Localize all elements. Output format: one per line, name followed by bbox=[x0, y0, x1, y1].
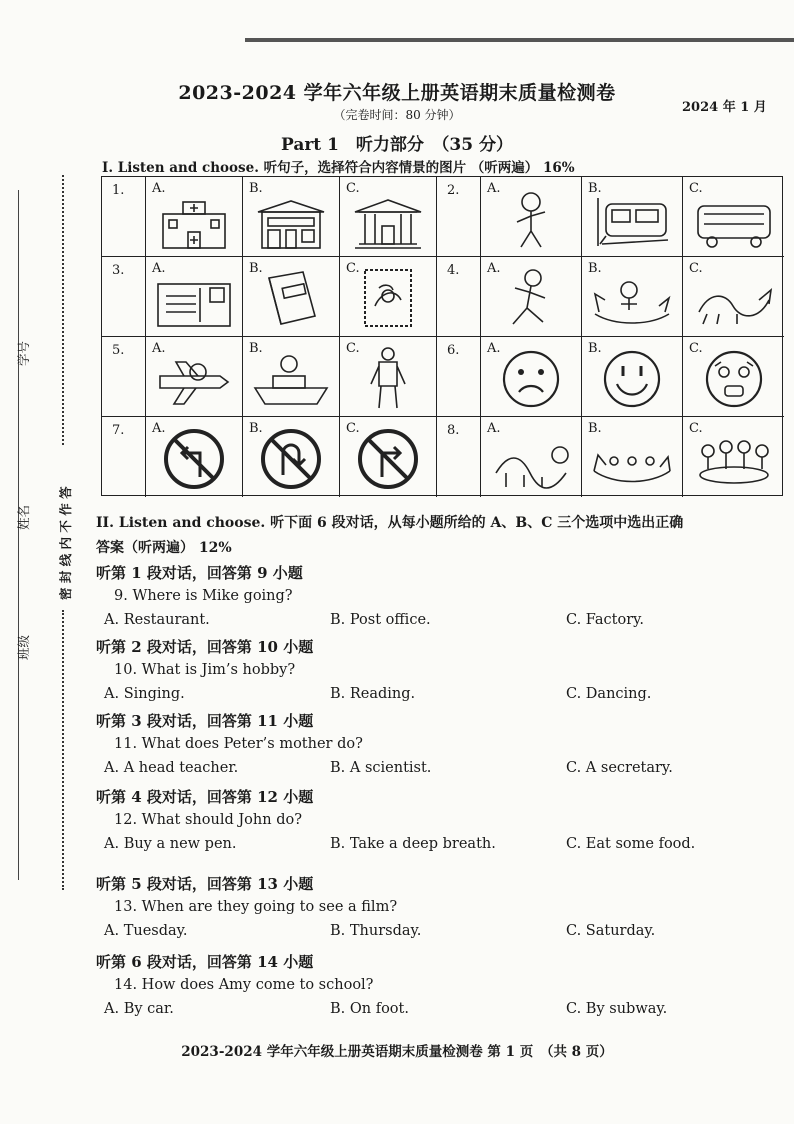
picture-option[interactable] bbox=[582, 177, 683, 257]
student-no-label: 学号 bbox=[16, 340, 31, 366]
seal-dotted-line bbox=[62, 175, 64, 445]
option-letter: A. bbox=[152, 341, 166, 356]
picture-option[interactable] bbox=[683, 337, 784, 417]
picture-option[interactable] bbox=[582, 257, 683, 337]
seal-warning: 密 封 线 内 不 作 答 bbox=[58, 486, 73, 600]
picture-option[interactable] bbox=[340, 257, 437, 337]
option-letter: B. bbox=[588, 341, 602, 356]
option-letter: C. bbox=[346, 181, 360, 196]
section2-heading-line1: II. Listen and choose. 听下面 6 段对话，从每小题所给的 A、B、C 三个选项中选出正确 bbox=[96, 515, 684, 531]
answer-option-c[interactable]: C. Dancing. bbox=[566, 686, 652, 702]
option-letter: B. bbox=[588, 261, 602, 276]
section1-heading: I. Listen and choose. 听句子，选择符合内容情景的图片 （听两遍） 16% bbox=[102, 160, 575, 176]
page-footer: 2023-2024 学年六年级上册英语期末质量检测卷 第 1 页 （共 8 页） bbox=[181, 1044, 613, 1060]
picture-option[interactable] bbox=[683, 417, 784, 497]
question-number-cell bbox=[437, 257, 481, 337]
picture-option[interactable] bbox=[481, 417, 582, 497]
scan-edge bbox=[245, 38, 794, 42]
option-letter: A. bbox=[487, 341, 501, 356]
picture-option[interactable] bbox=[243, 337, 340, 417]
answer-option-b[interactable]: B. Post office. bbox=[330, 612, 431, 628]
picture-option[interactable] bbox=[683, 257, 784, 337]
question-text: 10. What is Jim’s hobby? bbox=[114, 662, 296, 678]
answer-option-a[interactable]: A. Restaurant. bbox=[104, 612, 210, 628]
picture-option[interactable] bbox=[146, 257, 243, 337]
answer-option-c[interactable]: C. Eat some food. bbox=[566, 836, 696, 852]
picture-option[interactable] bbox=[340, 417, 437, 497]
picture-option[interactable] bbox=[481, 177, 582, 257]
picture-option[interactable] bbox=[582, 337, 683, 417]
section2-heading-line2: 答案（听两遍） 12% bbox=[96, 540, 232, 556]
answer-option-b[interactable]: B. Take a deep breath. bbox=[330, 836, 496, 852]
picture-option[interactable] bbox=[340, 177, 437, 257]
answer-option-b[interactable]: B. On foot. bbox=[330, 1001, 409, 1017]
question-number: 3. bbox=[112, 263, 125, 278]
dialogue-intro: 听第 1 段对话，回答第 9 小题 bbox=[96, 564, 303, 582]
class-label: 班级 bbox=[16, 634, 31, 660]
answer-option-a[interactable]: A. Buy a new pen. bbox=[104, 836, 237, 852]
option-letter: C. bbox=[346, 421, 360, 436]
dialogue-intro: 听第 4 段对话，回答第 12 小题 bbox=[96, 788, 314, 806]
option-letter: A. bbox=[487, 261, 501, 276]
question-text: 9. Where is Mike going? bbox=[114, 588, 293, 604]
name-label: 姓名 bbox=[16, 504, 31, 530]
option-letter: B. bbox=[588, 421, 602, 436]
answer-option-c[interactable]: C. Saturday. bbox=[566, 923, 656, 939]
option-letter: C. bbox=[689, 341, 703, 356]
dialogue-intro: 听第 2 段对话，回答第 10 小题 bbox=[96, 638, 314, 656]
option-letter: C. bbox=[689, 421, 703, 436]
picture-choice-grid bbox=[101, 176, 783, 496]
option-letter: A. bbox=[152, 181, 166, 196]
question-text: 12. What should John do? bbox=[114, 812, 302, 828]
part-title: Part 1 听力部分 （35 分） bbox=[281, 135, 513, 155]
option-letter: A. bbox=[152, 421, 166, 436]
answer-option-a[interactable]: A. Tuesday. bbox=[104, 923, 188, 939]
option-letter: B. bbox=[249, 421, 263, 436]
picture-option[interactable] bbox=[146, 417, 243, 497]
question-number-cell bbox=[437, 417, 481, 497]
question-number: 1. bbox=[112, 183, 125, 198]
dialogue-intro: 听第 3 段对话，回答第 11 小题 bbox=[96, 712, 314, 730]
question-number: 7. bbox=[112, 423, 125, 438]
question-text: 13. When are they going to see a film? bbox=[114, 899, 398, 915]
picture-option[interactable] bbox=[243, 417, 340, 497]
option-letter: C. bbox=[346, 341, 360, 356]
option-letter: B. bbox=[588, 181, 602, 196]
exam-date: 2024 年 1 月 bbox=[682, 100, 767, 115]
option-letter: C. bbox=[689, 261, 703, 276]
question-number-cell bbox=[102, 417, 146, 497]
answer-option-c[interactable]: C. By subway. bbox=[566, 1001, 668, 1017]
exam-title: 2023-2024 学年六年级上册英语期末质量检测卷 bbox=[178, 82, 616, 104]
exam-duration: （完卷时间：80 分钟） bbox=[333, 108, 461, 122]
question-number: 6. bbox=[447, 343, 460, 358]
seal-dotted-line-lower bbox=[62, 610, 64, 890]
picture-option[interactable] bbox=[582, 417, 683, 497]
question-number-cell bbox=[437, 337, 481, 417]
answer-option-a[interactable]: A. Singing. bbox=[104, 686, 185, 702]
picture-option[interactable] bbox=[243, 257, 340, 337]
picture-option[interactable] bbox=[243, 177, 340, 257]
picture-option[interactable] bbox=[683, 177, 784, 257]
answer-option-b[interactable]: B. A scientist. bbox=[330, 760, 432, 776]
option-letter: B. bbox=[249, 261, 263, 276]
question-number: 2. bbox=[447, 183, 460, 198]
answer-option-c[interactable]: C. A secretary. bbox=[566, 760, 673, 776]
question-number: 5. bbox=[112, 343, 125, 358]
question-number-cell bbox=[437, 177, 481, 257]
picture-option[interactable] bbox=[340, 337, 437, 417]
option-letter: C. bbox=[689, 181, 703, 196]
option-letter: A. bbox=[152, 261, 166, 276]
margin-line bbox=[18, 190, 19, 880]
answer-option-c[interactable]: C. Factory. bbox=[566, 612, 645, 628]
option-letter: B. bbox=[249, 181, 263, 196]
answer-option-a[interactable]: A. A head teacher. bbox=[104, 760, 239, 776]
dialogue-intro: 听第 6 段对话，回答第 14 小题 bbox=[96, 953, 314, 971]
picture-option[interactable] bbox=[146, 337, 243, 417]
question-number: 8. bbox=[447, 423, 460, 438]
answer-option-b[interactable]: B. Thursday. bbox=[330, 923, 422, 939]
option-letter: A. bbox=[487, 181, 501, 196]
option-letter: A. bbox=[487, 421, 501, 436]
question-number: 4. bbox=[447, 263, 460, 278]
picture-option[interactable] bbox=[481, 257, 582, 337]
answer-option-a[interactable]: A. By car. bbox=[104, 1001, 174, 1017]
answer-option-b[interactable]: B. Reading. bbox=[330, 686, 416, 702]
picture-option[interactable] bbox=[146, 177, 243, 257]
question-text: 14. How does Amy come to school? bbox=[114, 977, 374, 993]
option-letter: C. bbox=[346, 261, 360, 276]
option-letter: B. bbox=[249, 341, 263, 356]
question-text: 11. What does Peter’s mother do? bbox=[114, 736, 363, 752]
question-number-cell bbox=[102, 177, 146, 257]
question-number-cell bbox=[102, 257, 146, 337]
dialogue-intro: 听第 5 段对话，回答第 13 小题 bbox=[96, 875, 314, 893]
question-number-cell bbox=[102, 337, 146, 417]
picture-option[interactable] bbox=[481, 337, 582, 417]
